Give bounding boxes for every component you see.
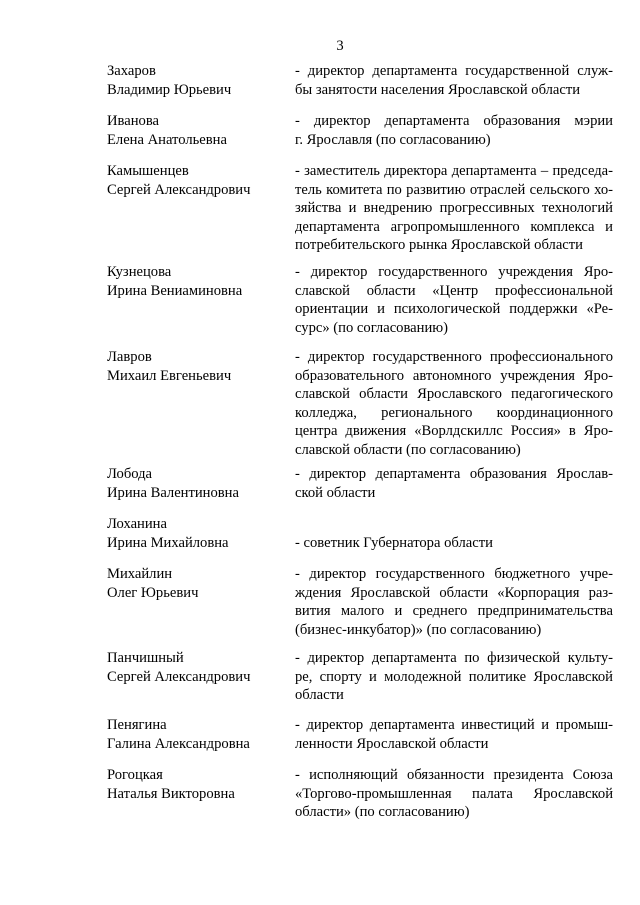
role-line: образовательного автономного учреждения Яро- [295, 367, 613, 384]
member-name [107, 515, 287, 552]
role-line: - директор государственного бюджетного учре- [295, 566, 613, 582]
member-role [295, 348, 613, 460]
member-given-names: Ирина Михайловна [107, 534, 229, 551]
member-surname: Лавров [107, 349, 152, 365]
role-line: - директор государственного профессионального [295, 349, 613, 365]
member-name [107, 716, 287, 753]
role-line: зяйства и внедрению прогрессивных технологий [295, 200, 613, 217]
role-line: - советник Губернатора области [295, 534, 493, 551]
role-line: колледжа, регионального координационного [295, 404, 613, 421]
member-given-names: Владимир Юрьевич [107, 81, 232, 98]
role-line: потребительского рынка Ярославской области [295, 237, 583, 254]
role-line: ре, спорту и молодежной политике Ярославской [295, 668, 613, 685]
member-surname: Рогоцкая [107, 767, 163, 783]
member-name [107, 649, 287, 686]
role-line: - директор департамента государственной служ- [295, 63, 613, 79]
role-line: (бизнес-инкубатор)» (по согласованию) [295, 621, 542, 638]
member-name [107, 766, 287, 803]
member-given-names: Галина Александровна [107, 735, 250, 752]
member-role [295, 465, 613, 502]
role-line: центра движения «Ворлдскиллс Россия» в Яро- [295, 423, 613, 440]
member-role [295, 766, 613, 822]
role-line: «Торгово-промышленная палата Ярославской [295, 785, 613, 802]
role-line: ориентации и психологической поддержки «Ре- [295, 301, 613, 318]
role-line: бы занятости населения Ярославской области [295, 81, 581, 98]
member-role [295, 62, 613, 99]
role-line: - директор государственного учреждения Яро- [295, 264, 613, 280]
role-line: области» (по согласованию) [295, 804, 470, 821]
member-surname: Пенягина [107, 717, 167, 733]
member-surname: Камышенцев [107, 163, 189, 179]
member-surname: Михайлин [107, 566, 173, 582]
member-role [295, 716, 613, 753]
role-line: - исполняющий обязанности президента Союза [295, 767, 613, 783]
role-line: ской области [295, 484, 376, 501]
member-name [107, 348, 287, 385]
member-role [295, 162, 613, 255]
page-number: 3 [336, 38, 344, 54]
role-line: - директор департамента по физической культу- [295, 650, 613, 666]
member-role [295, 263, 613, 337]
member-role [295, 112, 613, 149]
role-line: - директор департамента образования мэрии [295, 113, 613, 129]
member-given-names: Олег Юрьевич [107, 584, 199, 601]
role-line: славской области (по согласованию) [295, 441, 521, 458]
role-line: сурс» (по согласованию) [295, 319, 449, 336]
member-given-names: Наталья Викторовна [107, 785, 235, 802]
member-given-names: Ирина Валентиновна [107, 484, 239, 501]
role-line: вития малого и среднего предпринимательства [295, 603, 613, 620]
role-line: г. Ярославля (по согласованию) [295, 131, 491, 148]
member-surname: Панчишный [107, 650, 184, 666]
member-role [295, 649, 613, 705]
role-line [295, 515, 613, 534]
role-line: ленности Ярославской области [295, 735, 489, 752]
member-name [107, 62, 287, 99]
role-line: тель комитета по развитию отраслей сельского хо- [295, 181, 613, 198]
member-name [107, 162, 287, 199]
member-name [107, 112, 287, 149]
role-line: славской области Ярославского педагогического [295, 386, 613, 403]
role-line: департамента агропромышленного комплекса и [295, 218, 613, 235]
member-given-names: Михаил Евгеньевич [107, 367, 232, 384]
member-surname: Захаров [107, 63, 156, 79]
role-line: области [295, 687, 344, 704]
member-given-names: Сергей Александрович [107, 668, 251, 685]
member-given-names: Ирина Вениаминовна [107, 282, 243, 299]
role-line: ждения Ярославской области «Корпорация раз- [295, 584, 613, 601]
role-line: - директор департамента образования Ярослав- [295, 466, 613, 482]
member-name [107, 465, 287, 502]
member-name [107, 263, 287, 300]
role-line: славской области «Центр профессиональной [295, 282, 613, 299]
member-given-names: Сергей Александрович [107, 181, 251, 198]
member-name [107, 565, 287, 602]
member-surname: Кузнецова [107, 264, 172, 280]
member-surname: Лобода [107, 466, 153, 482]
member-given-names: Елена Анатольевна [107, 131, 227, 148]
member-surname: Иванова [107, 113, 159, 129]
member-role [295, 565, 613, 639]
member-surname: Лоханина [107, 516, 167, 532]
role-line: - заместитель директора департамента – председа- [295, 163, 613, 179]
role-line: - директор департамента инвестиций и промыш- [295, 717, 613, 733]
member-role [295, 515, 613, 552]
